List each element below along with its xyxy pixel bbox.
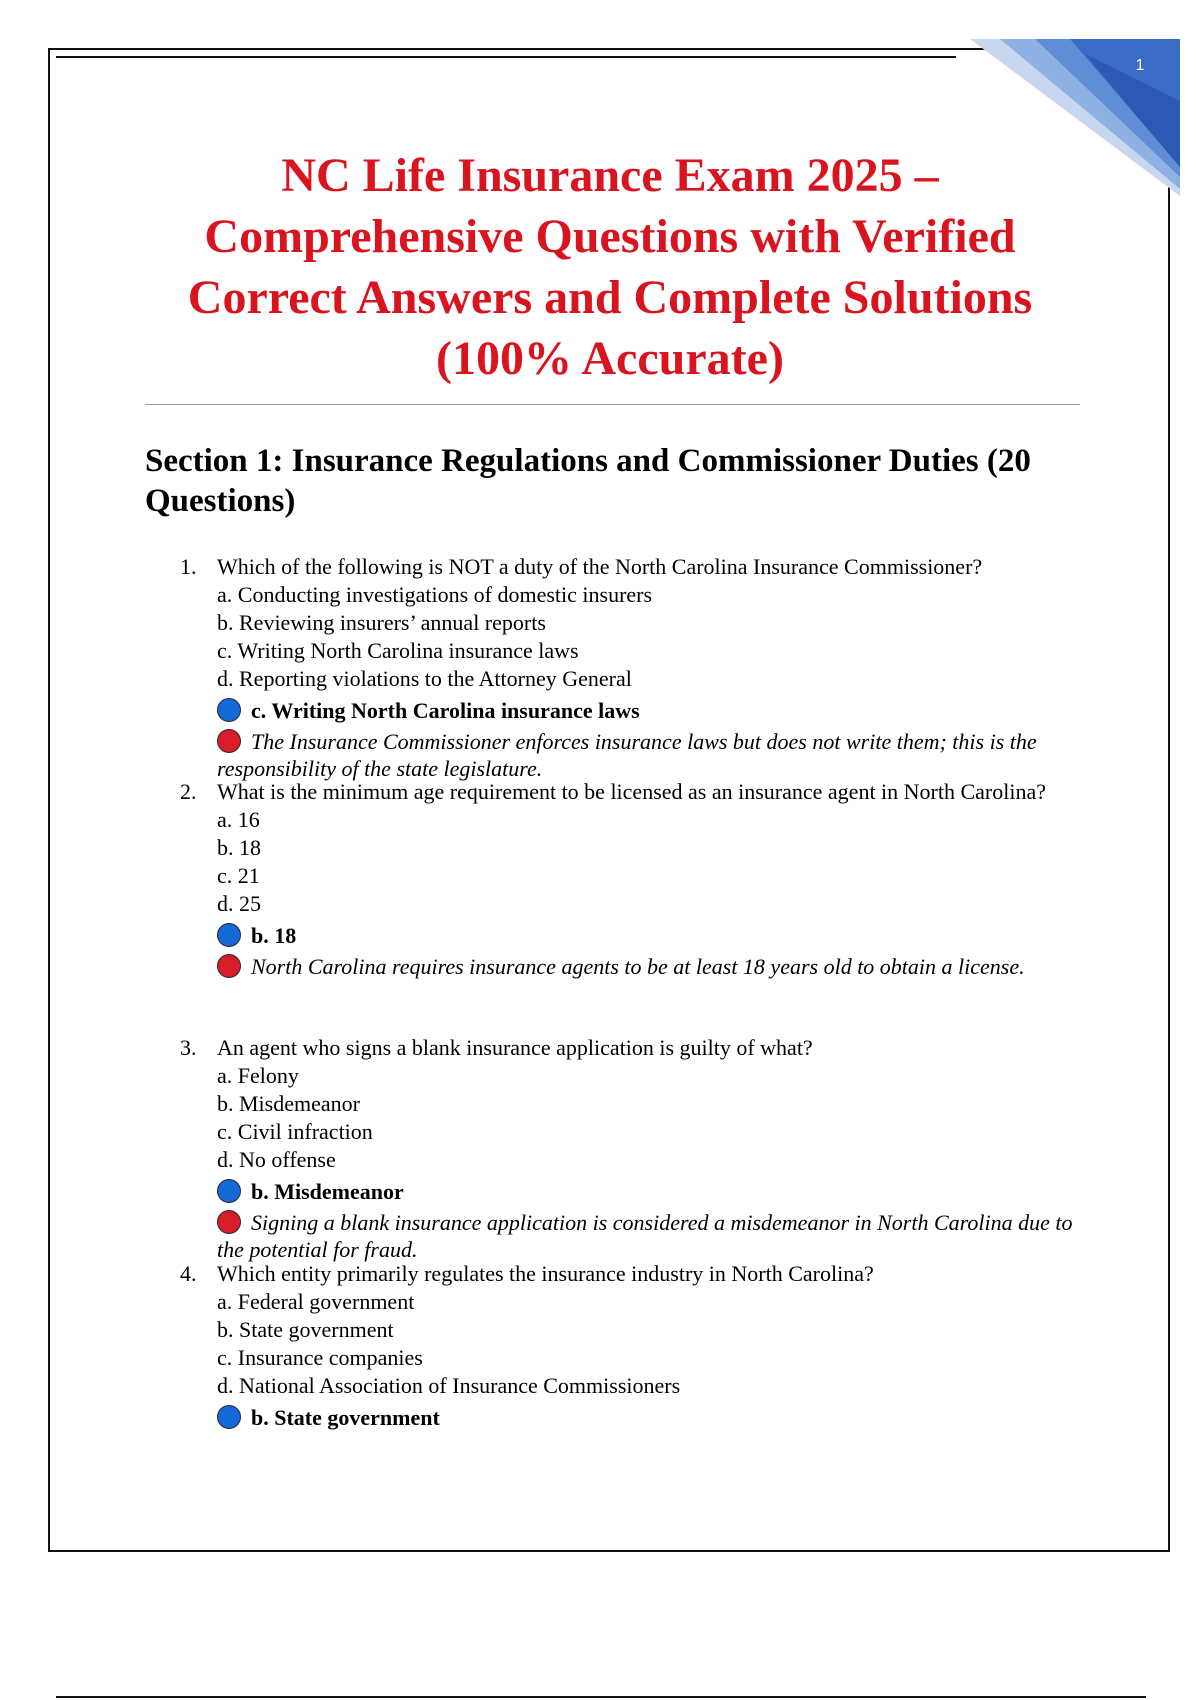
next-page-rule xyxy=(56,1696,1146,1698)
explanation xyxy=(217,953,1080,980)
blue-circle-icon xyxy=(217,1179,241,1203)
explanation-text: Signing a blank insurance application is considered a misdemeanor in North Carolina due to the potential for fraud. xyxy=(217,1210,1073,1262)
question-3 xyxy=(180,1034,1080,1260)
question-number: 4. xyxy=(180,1261,197,1286)
option-c: c. Writing North Carolina insurance laws xyxy=(217,638,579,663)
question-text: Which entity primarily regulates the insurance industry in North Carolina? xyxy=(217,1261,874,1286)
title-divider xyxy=(145,404,1080,405)
correct-answer xyxy=(217,697,1080,725)
option-d: d. 25 xyxy=(217,891,261,916)
blue-circle-icon xyxy=(217,698,241,722)
question-2 xyxy=(180,778,1080,1034)
red-circle-icon xyxy=(217,1210,241,1234)
question-number: 3. xyxy=(180,1035,197,1060)
blue-circle-icon xyxy=(217,1405,241,1429)
correct-answer xyxy=(217,1404,1080,1432)
option-b: b. 18 xyxy=(217,835,261,860)
red-circle-icon xyxy=(217,729,241,753)
question-1 xyxy=(180,553,1080,781)
answer-options xyxy=(217,1062,1080,1174)
option-c: c. 21 xyxy=(217,863,260,888)
question-number: 2. xyxy=(180,779,197,804)
answer-text: b. State government xyxy=(251,1405,440,1430)
option-b: b. Reviewing insurers’ annual reports xyxy=(217,610,546,635)
correct-answer xyxy=(217,1178,1080,1206)
option-b: b. Misdemeanor xyxy=(217,1091,360,1116)
red-circle-icon xyxy=(217,954,241,978)
question-list xyxy=(180,553,1080,1432)
correct-answer xyxy=(217,922,1080,950)
page-number: 1 xyxy=(1135,57,1145,74)
option-d: d. No offense xyxy=(217,1147,336,1172)
question-text: An agent who signs a blank insurance application is guilty of what? xyxy=(217,1035,813,1060)
question-text: What is the minimum age requirement to be licensed as an insurance agent in North Carolina? xyxy=(217,779,1047,804)
option-a: a. Felony xyxy=(217,1063,299,1088)
explanation-text: The Insurance Commissioner enforces insurance laws but does not write them; this is the responsibility of the state legislature. xyxy=(217,729,1037,781)
answer-options xyxy=(217,806,1080,918)
explanation xyxy=(217,728,1080,782)
option-c: c. Civil infraction xyxy=(217,1119,373,1144)
section-heading: Section 1: Insurance Regulations and Commissioner Duties (20 Questions) xyxy=(145,443,1031,519)
top-rule xyxy=(56,56,956,58)
answer-text: b. Misdemeanor xyxy=(251,1179,404,1204)
option-a: a. 16 xyxy=(217,807,260,832)
question-number: 1. xyxy=(180,554,197,579)
option-a: a. Conducting investigations of domestic insurers xyxy=(217,582,653,607)
answer-text: c. Writing North Carolina insurance laws xyxy=(251,698,640,723)
blue-circle-icon xyxy=(217,923,241,947)
answer-options xyxy=(217,1288,1080,1400)
question-text: Which of the following is NOT a duty of the North Carolina Insurance Commissioner? xyxy=(217,554,983,579)
question-4 xyxy=(180,1260,1080,1432)
explanation xyxy=(217,1209,1080,1263)
option-c: c. Insurance companies xyxy=(217,1345,423,1370)
option-b: b. State government xyxy=(217,1317,394,1342)
explanation-text: North Carolina requires insurance agents to be at least 18 years old to obtain a license. xyxy=(251,954,1025,979)
option-d: d. Reporting violations to the Attorney General xyxy=(217,666,632,691)
option-d: d. National Association of Insurance Commissioners xyxy=(217,1373,681,1398)
answer-options xyxy=(217,581,1080,693)
document-title: NC Life Insurance Exam 2025 – Comprehensive Questions with Verified Correct Answers and Complete Solutions (100% Accurate) xyxy=(187,149,1033,385)
option-a: a. Federal government xyxy=(217,1289,415,1314)
answer-text: b. 18 xyxy=(251,923,297,948)
